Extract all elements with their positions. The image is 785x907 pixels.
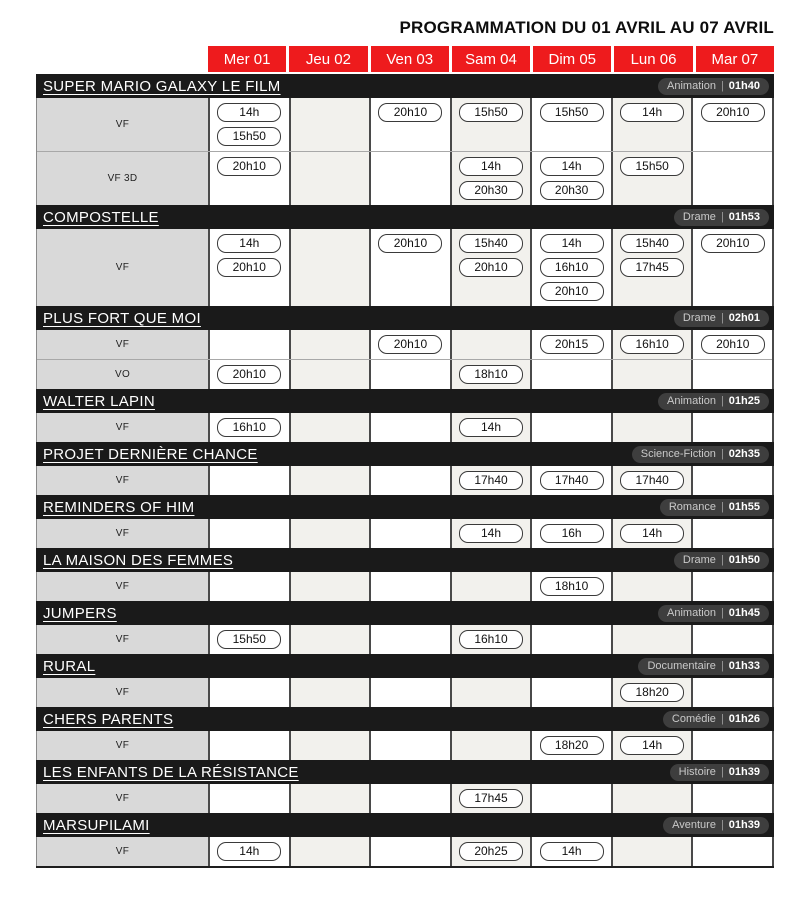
day-cell <box>208 466 289 495</box>
showtime-chip[interactable]: 18h20 <box>620 683 684 702</box>
duration-label: 01h40 <box>728 79 760 92</box>
showtime-chip[interactable]: 14h <box>217 103 281 122</box>
day-cell <box>530 837 611 866</box>
day-cell <box>208 519 289 548</box>
movie-genre-badge <box>638 658 769 675</box>
genre-label: Science-Fiction <box>640 447 716 460</box>
movie-section <box>36 654 774 707</box>
genre-label: Drame <box>682 311 716 324</box>
movie-genre-badge <box>674 209 769 226</box>
duration-label: 01h33 <box>728 659 760 672</box>
showtime-rows <box>36 625 774 654</box>
movie-genre-badge <box>670 764 769 781</box>
showtime-chip[interactable]: 14h <box>459 418 523 437</box>
showtime-chip[interactable]: 15h40 <box>459 234 523 253</box>
day-cell <box>450 731 531 760</box>
showtime-chip[interactable]: 14h <box>217 842 281 861</box>
showtime-chip[interactable]: 14h <box>459 157 523 176</box>
genre-label: Animation <box>667 606 716 619</box>
day-cell <box>369 229 450 306</box>
version-label: VO <box>37 360 208 389</box>
showtime-rows <box>36 572 774 601</box>
day-cell <box>611 330 692 359</box>
movie-title[interactable]: LES ENFANTS DE LA RÉSISTANCE <box>43 763 299 781</box>
version-row <box>37 413 772 442</box>
movie-title[interactable]: LA MAISON DES FEMMES <box>43 551 234 569</box>
day-cell <box>691 152 772 205</box>
day-cell <box>450 466 531 495</box>
day-cell <box>530 572 611 601</box>
day-cell <box>208 330 289 359</box>
day-cell <box>611 466 692 495</box>
badge-separator: | <box>720 210 724 223</box>
showtime-chip[interactable]: 20h30 <box>459 181 523 200</box>
movie-genre-badge <box>660 499 769 516</box>
day-cell <box>369 784 450 813</box>
version-row <box>37 519 772 548</box>
day-cell <box>611 731 692 760</box>
day-header-cell: Ven 03 <box>368 46 449 72</box>
version-row <box>37 678 772 707</box>
showtime-chip[interactable]: 20h10 <box>378 234 442 253</box>
day-cell <box>611 229 692 306</box>
movie-title[interactable]: COMPOSTELLE <box>43 208 159 226</box>
day-cell <box>611 784 692 813</box>
showtime-rows <box>36 678 774 707</box>
showtime-rows <box>36 784 774 813</box>
version-label: VF <box>37 784 208 813</box>
movie-section <box>36 74 774 205</box>
genre-label: Drame <box>682 210 716 223</box>
badge-separator: | <box>720 606 724 619</box>
showtime-chip[interactable]: 17h45 <box>620 258 684 277</box>
movie-section <box>36 760 774 813</box>
day-cell <box>691 572 772 601</box>
showtime-chip[interactable]: 20h10 <box>459 258 523 277</box>
version-label: VF <box>37 625 208 654</box>
version-row <box>37 837 772 866</box>
version-label: VF <box>37 330 208 359</box>
day-cell <box>369 98 450 151</box>
day-cell <box>450 519 531 548</box>
showtime-chip[interactable]: 15h50 <box>459 103 523 122</box>
day-cell <box>611 519 692 548</box>
movie-genre-badge <box>658 393 769 410</box>
day-cell <box>289 360 370 389</box>
day-cell <box>530 731 611 760</box>
movie-title-bar <box>36 389 774 413</box>
movie-title-bar <box>36 74 774 98</box>
day-cell <box>369 572 450 601</box>
version-row <box>37 98 772 151</box>
day-cell <box>691 330 772 359</box>
day-cell <box>530 625 611 654</box>
version-label: VF <box>37 519 208 548</box>
badge-separator: | <box>720 447 724 460</box>
movie-section <box>36 813 774 866</box>
genre-label: Aventure <box>672 818 716 831</box>
day-header-row <box>208 46 774 72</box>
movie-title[interactable]: CHERS PARENTS <box>43 710 174 728</box>
day-cell <box>369 837 450 866</box>
version-row <box>37 784 772 813</box>
showtime-chip[interactable]: 14h <box>620 736 684 755</box>
day-cell <box>611 413 692 442</box>
day-cell <box>208 98 289 151</box>
day-cell <box>208 837 289 866</box>
movie-title-bar <box>36 760 774 784</box>
version-row <box>37 731 772 760</box>
schedule-table <box>36 74 774 868</box>
day-cell <box>530 360 611 389</box>
version-label: VF <box>37 572 208 601</box>
movie-genre-badge <box>663 817 769 834</box>
day-cell <box>289 572 370 601</box>
badge-separator: | <box>720 500 724 513</box>
showtime-chip[interactable]: 20h10 <box>701 335 765 354</box>
showtime-chip[interactable]: 20h10 <box>378 103 442 122</box>
movie-genre-badge <box>674 552 769 569</box>
day-cell <box>289 413 370 442</box>
showtime-chip[interactable]: 14h <box>540 842 604 861</box>
day-header-cell: Mar 07 <box>693 46 774 72</box>
day-cell <box>289 330 370 359</box>
day-cell <box>450 413 531 442</box>
movie-title-bar <box>36 548 774 572</box>
day-cell <box>530 784 611 813</box>
version-label: VF <box>37 837 208 866</box>
movie-title[interactable]: PROJET DERNIÈRE CHANCE <box>43 445 258 463</box>
day-header-cell: Jeu 02 <box>286 46 367 72</box>
movie-section <box>36 306 774 389</box>
showtime-chip[interactable]: 16h10 <box>540 258 604 277</box>
movie-section <box>36 601 774 654</box>
movie-title-bar <box>36 813 774 837</box>
movie-title-bar <box>36 601 774 625</box>
day-cell <box>611 625 692 654</box>
day-cell <box>691 466 772 495</box>
movie-title[interactable]: PLUS FORT QUE MOI <box>43 309 201 327</box>
duration-label: 01h25 <box>728 394 760 407</box>
day-cell <box>450 330 531 359</box>
day-cell <box>208 152 289 205</box>
day-cell <box>450 678 531 707</box>
showtime-rows <box>36 413 774 442</box>
showtime-chip[interactable]: 20h30 <box>540 181 604 200</box>
day-cell <box>530 98 611 151</box>
duration-label: 01h55 <box>728 500 760 513</box>
day-cell <box>208 625 289 654</box>
day-cell <box>611 360 692 389</box>
showtime-chip[interactable]: 20h10 <box>701 234 765 253</box>
showtime-chip[interactable]: 17h45 <box>459 789 523 808</box>
showtime-chip[interactable]: 18h10 <box>540 577 604 596</box>
badge-separator: | <box>720 659 724 672</box>
showtime-chip[interactable]: 14h <box>620 103 684 122</box>
showtime-chip[interactable]: 14h <box>540 157 604 176</box>
day-cell <box>450 229 531 306</box>
showtime-chip[interactable]: 15h50 <box>620 157 684 176</box>
day-cell <box>369 731 450 760</box>
version-row <box>37 229 772 306</box>
showtime-chip[interactable]: 15h50 <box>540 103 604 122</box>
showtime-chip[interactable]: 18h10 <box>459 365 523 384</box>
day-cell <box>530 229 611 306</box>
day-cell <box>289 98 370 151</box>
showtime-rows <box>36 98 774 205</box>
genre-label: Histoire <box>678 765 716 778</box>
genre-label: Animation <box>667 79 716 92</box>
day-cell <box>530 519 611 548</box>
showtime-chip[interactable]: 17h40 <box>459 471 523 490</box>
day-cell <box>691 837 772 866</box>
version-row <box>37 359 772 389</box>
day-cell <box>369 152 450 205</box>
duration-label: 02h35 <box>728 447 760 460</box>
showtime-chip[interactable]: 14h <box>217 234 281 253</box>
day-cell <box>289 229 370 306</box>
version-row <box>37 466 772 495</box>
showtime-rows <box>36 731 774 760</box>
day-cell <box>450 152 531 205</box>
showtime-chip[interactable]: 15h50 <box>217 630 281 649</box>
movie-title[interactable]: WALTER LAPIN <box>43 392 155 410</box>
day-cell <box>289 784 370 813</box>
day-cell <box>369 678 450 707</box>
day-cell <box>208 784 289 813</box>
badge-separator: | <box>720 712 724 725</box>
version-row <box>37 625 772 654</box>
duration-label: 01h39 <box>728 765 760 778</box>
day-cell <box>208 731 289 760</box>
showtime-chip[interactable]: 16h10 <box>217 418 281 437</box>
badge-separator: | <box>720 311 724 324</box>
movie-section <box>36 205 774 306</box>
showtime-chip[interactable]: 16h10 <box>459 630 523 649</box>
day-cell <box>691 360 772 389</box>
day-cell <box>450 625 531 654</box>
movie-genre-badge <box>632 446 769 463</box>
version-row <box>37 151 772 205</box>
day-cell <box>369 360 450 389</box>
genre-label: Animation <box>667 394 716 407</box>
movie-section <box>36 707 774 760</box>
day-header-cell: Mer 01 <box>208 46 286 72</box>
day-header-cell: Sam 04 <box>449 46 530 72</box>
showtime-chip[interactable]: 17h40 <box>540 471 604 490</box>
version-label: VF <box>37 466 208 495</box>
movie-title[interactable]: REMINDERS OF HIM <box>43 498 195 516</box>
movie-title[interactable]: MARSUPILAMI <box>43 816 150 834</box>
movie-section <box>36 389 774 442</box>
badge-separator: | <box>720 79 724 92</box>
day-header-cell: Lun 06 <box>611 46 692 72</box>
duration-label: 01h53 <box>728 210 760 223</box>
version-label: VF <box>37 413 208 442</box>
duration-label: 01h39 <box>728 818 760 831</box>
movie-title-bar <box>36 442 774 466</box>
genre-label: Romance <box>668 500 716 513</box>
movie-title-bar <box>36 495 774 519</box>
movie-section <box>36 548 774 601</box>
day-cell <box>530 678 611 707</box>
movie-title-bar <box>36 654 774 678</box>
day-cell <box>369 519 450 548</box>
showtime-chip[interactable]: 20h10 <box>217 365 281 384</box>
showtime-chip[interactable]: 20h10 <box>217 157 281 176</box>
showtime-chip[interactable]: 15h40 <box>620 234 684 253</box>
movie-genre-badge <box>674 310 769 327</box>
page-title: PROGRAMMATION DU 01 AVRIL AU 07 AVRIL <box>399 18 774 37</box>
day-cell <box>691 98 772 151</box>
showtime-rows <box>36 229 774 306</box>
showtime-chip[interactable]: 16h <box>540 524 604 543</box>
showtime-chip[interactable]: 20h15 <box>540 335 604 354</box>
showtime-chip[interactable]: 20h10 <box>540 282 604 301</box>
badge-separator: | <box>720 553 724 566</box>
day-header-cell: Dim 05 <box>530 46 611 72</box>
showtime-rows <box>36 466 774 495</box>
day-cell <box>289 678 370 707</box>
day-cell <box>691 784 772 813</box>
showtime-chip[interactable]: 20h10 <box>217 258 281 277</box>
showtime-chip[interactable]: 18h20 <box>540 736 604 755</box>
day-cell <box>289 731 370 760</box>
day-cell <box>369 330 450 359</box>
day-cell <box>691 731 772 760</box>
badge-separator: | <box>720 765 724 778</box>
movie-title-bar <box>36 707 774 731</box>
day-cell <box>691 678 772 707</box>
duration-label: 01h26 <box>728 712 760 725</box>
version-label: VF <box>37 98 208 151</box>
day-cell <box>691 229 772 306</box>
duration-label: 01h45 <box>728 606 760 619</box>
day-cell <box>611 98 692 151</box>
day-cell <box>530 413 611 442</box>
showtime-rows <box>36 330 774 389</box>
day-cell <box>691 625 772 654</box>
showtime-chip[interactable]: 14h <box>620 524 684 543</box>
day-cell <box>289 152 370 205</box>
day-cell <box>530 152 611 205</box>
movie-title-bar <box>36 306 774 330</box>
day-cell <box>208 572 289 601</box>
movie-title[interactable]: RURAL <box>43 657 96 675</box>
day-cell <box>208 678 289 707</box>
day-cell <box>289 519 370 548</box>
movie-title-bar <box>36 205 774 229</box>
day-cell <box>208 229 289 306</box>
day-cell <box>208 360 289 389</box>
version-label: VF <box>37 678 208 707</box>
showtime-chip[interactable]: 14h <box>540 234 604 253</box>
day-cell <box>530 466 611 495</box>
day-cell <box>691 519 772 548</box>
day-cell <box>289 466 370 495</box>
showtime-chip[interactable]: 17h40 <box>620 471 684 490</box>
day-cell <box>611 572 692 601</box>
day-cell <box>611 678 692 707</box>
showtime-chip[interactable]: 16h10 <box>620 335 684 354</box>
movie-section <box>36 442 774 495</box>
day-cell <box>208 413 289 442</box>
version-label: VF <box>37 731 208 760</box>
showtime-chip[interactable]: 20h25 <box>459 842 523 861</box>
version-row <box>37 572 772 601</box>
day-cell <box>611 837 692 866</box>
movie-title[interactable]: SUPER MARIO GALAXY LE FILM <box>43 77 281 95</box>
showtime-chip[interactable]: 15h50 <box>217 127 281 146</box>
day-cell <box>611 152 692 205</box>
movie-title[interactable]: JUMPERS <box>43 604 117 622</box>
day-cell <box>369 466 450 495</box>
day-cell <box>450 98 531 151</box>
day-cell <box>450 360 531 389</box>
day-cell <box>450 784 531 813</box>
badge-separator: | <box>720 818 724 831</box>
movie-genre-badge <box>658 78 769 95</box>
showtime-rows <box>36 519 774 548</box>
duration-label: 01h50 <box>728 553 760 566</box>
genre-label: Drame <box>682 553 716 566</box>
genre-label: Comédie <box>671 712 716 725</box>
genre-label: Documentaire <box>647 659 716 672</box>
movie-genre-badge <box>658 605 769 622</box>
duration-label: 02h01 <box>728 311 760 324</box>
version-label: VF 3D <box>37 152 208 205</box>
showtime-chip[interactable]: 14h <box>459 524 523 543</box>
showtime-chip[interactable]: 20h10 <box>701 103 765 122</box>
version-label: VF <box>37 229 208 306</box>
day-cell <box>369 625 450 654</box>
day-cell <box>289 837 370 866</box>
showtime-chip[interactable]: 20h10 <box>378 335 442 354</box>
day-cell <box>691 413 772 442</box>
day-cell <box>530 330 611 359</box>
day-cell <box>289 625 370 654</box>
movie-section <box>36 495 774 548</box>
day-cell <box>450 572 531 601</box>
showtime-rows <box>36 837 774 866</box>
day-cell <box>369 413 450 442</box>
day-cell <box>450 837 531 866</box>
version-row <box>37 330 772 359</box>
movie-genre-badge <box>663 711 769 728</box>
badge-separator: | <box>720 394 724 407</box>
